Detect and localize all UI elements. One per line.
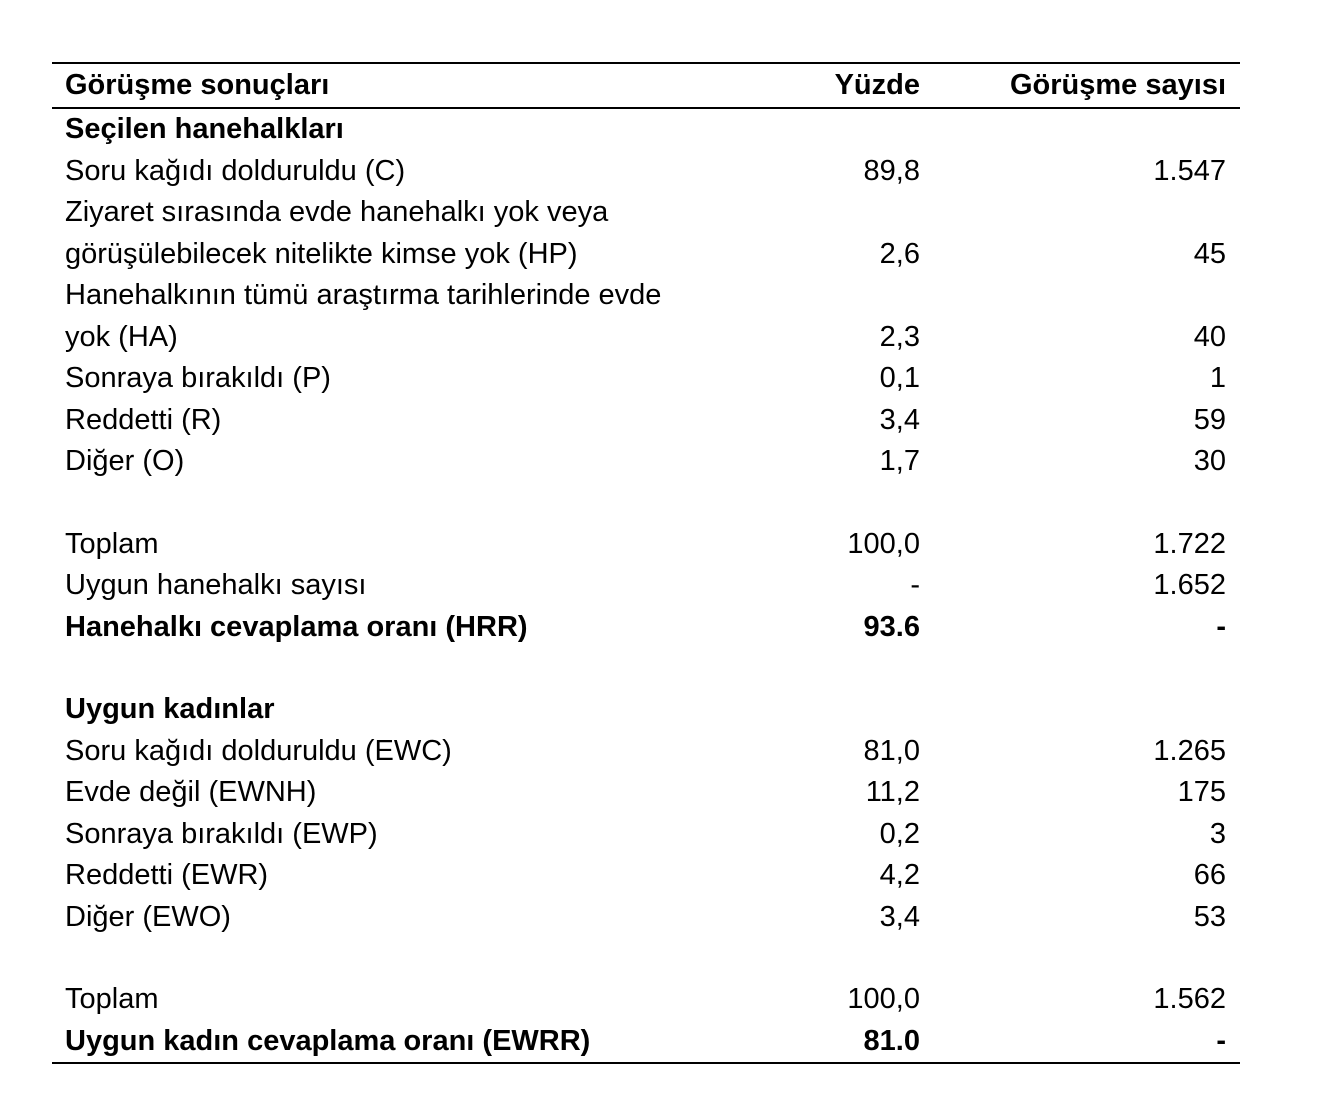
header-percent: Yüzde — [834, 69, 920, 101]
row-count: 45 — [1193, 237, 1226, 270]
row-label: Ziyaret sırasında evde hanehalkı yok veya — [65, 196, 609, 228]
row-percent: - — [910, 569, 920, 601]
row-count: 175 — [1177, 776, 1226, 808]
spacer-row — [52, 648, 1240, 689]
row-percent: 100,0 — [847, 527, 920, 560]
spacer-row — [52, 938, 1240, 979]
row-label: Seçilen hanehalkları — [65, 113, 344, 145]
table-row — [52, 772, 1240, 814]
row-percent: 1,7 — [879, 445, 920, 477]
table-row — [52, 565, 1240, 607]
row-count: 40 — [1193, 320, 1226, 353]
row-count: 1.547 — [1153, 154, 1226, 187]
row-percent: 2,6 — [879, 237, 920, 270]
row-label: Reddetti (EWR) — [65, 859, 269, 891]
row-label: Soru kağıdı dolduruldu (C) — [65, 154, 406, 187]
table-row — [52, 689, 1240, 731]
row-label: Uygun kadınlar — [65, 693, 275, 725]
row-label: görüşülebilecek nitelikte kimse yok (HP) — [65, 237, 578, 270]
row-percent: 0,1 — [879, 362, 920, 394]
table-row — [52, 897, 1240, 939]
table-row — [52, 192, 1240, 234]
table-row — [52, 814, 1240, 856]
row-count: 53 — [1193, 900, 1226, 933]
row-percent: 0,2 — [879, 817, 920, 850]
table-row — [52, 607, 1240, 649]
table-row — [52, 524, 1240, 566]
row-percent: 81.0 — [863, 1024, 920, 1057]
row-label: Reddetti (R) — [65, 403, 222, 436]
table-row — [52, 441, 1240, 483]
row-count: 66 — [1193, 859, 1226, 891]
row-count: 1.265 — [1153, 734, 1226, 767]
table-row — [52, 317, 1240, 359]
row-label: Toplam — [65, 983, 159, 1015]
row-percent: 11,2 — [865, 776, 920, 808]
table-row — [52, 151, 1240, 193]
row-percent: 2,3 — [879, 320, 920, 353]
row-percent: 81,0 — [863, 734, 920, 767]
table-row — [52, 109, 1240, 151]
row-label: Sonraya bırakıldı (EWP) — [65, 817, 378, 850]
row-label: yok (HA) — [65, 320, 178, 353]
row-count: 3 — [1209, 817, 1226, 850]
row-percent: 89,8 — [863, 154, 920, 187]
row-percent: 93.6 — [863, 610, 920, 643]
row-count: 1.722 — [1153, 527, 1226, 560]
table-row — [52, 234, 1240, 276]
row-count: 1.562 — [1153, 983, 1226, 1015]
table-body — [52, 109, 1240, 1062]
table-row — [52, 855, 1240, 897]
row-label: Toplam — [65, 527, 159, 560]
row-count: 30 — [1193, 445, 1226, 477]
row-label: Diğer (EWO) — [65, 900, 231, 933]
row-label: Sonraya bırakıldı (P) — [65, 362, 331, 394]
row-label: Diğer (O) — [65, 445, 185, 477]
row-percent: 100,0 — [847, 983, 920, 1015]
table-row — [52, 275, 1240, 317]
table-bottom-rule — [52, 1062, 1240, 1064]
row-label: Hanehalkı cevaplama oranı (HRR) — [65, 610, 528, 643]
row-label: Hanehalkının tümü araştırma tarihlerinde evde — [65, 279, 662, 311]
header-label: Görüşme sonuçları — [65, 69, 330, 101]
table-header-row — [52, 64, 1240, 107]
row-percent: 3,4 — [879, 403, 920, 436]
table-row — [52, 400, 1240, 442]
table-row — [52, 358, 1240, 400]
row-count: - — [1216, 610, 1226, 643]
table-row — [52, 979, 1240, 1021]
row-percent: 3,4 — [879, 900, 920, 933]
table-row — [52, 1021, 1240, 1063]
row-count: 59 — [1193, 403, 1226, 436]
row-label: Uygun hanehalkı sayısı — [65, 569, 367, 601]
row-label: Soru kağıdı dolduruldu (EWC) — [65, 734, 452, 767]
interview-results-table — [52, 62, 1240, 1064]
row-label: Evde değil (EWNH) — [65, 776, 317, 808]
row-percent: 4,2 — [879, 859, 920, 891]
row-count: 1.652 — [1153, 569, 1226, 601]
row-count: 1 — [1209, 362, 1226, 394]
header-count: Görüşme sayısı — [1010, 69, 1226, 101]
table-row — [52, 731, 1240, 773]
row-count: - — [1216, 1024, 1226, 1057]
spacer-row — [52, 483, 1240, 524]
row-label: Uygun kadın cevaplama oranı (EWRR) — [65, 1024, 591, 1057]
